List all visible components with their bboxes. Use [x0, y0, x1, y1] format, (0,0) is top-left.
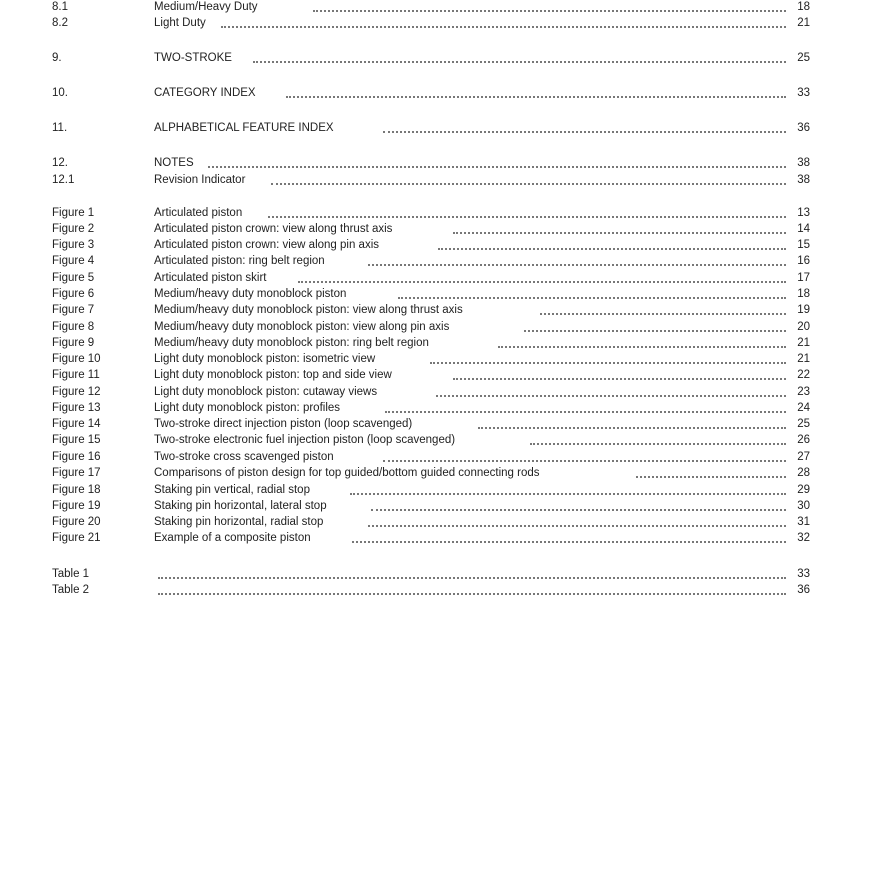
- toc-entry-page-number: 17: [797, 272, 810, 284]
- toc-entry-number: Figure 13: [52, 402, 101, 414]
- toc-entry-number: Figure 6: [52, 288, 95, 300]
- toc-entry-page-number: 20: [797, 321, 810, 333]
- toc-entry-page-number: 28: [797, 467, 810, 479]
- toc-entry-number: 8.1: [52, 1, 68, 13]
- toc-entry-page-number: 33: [797, 568, 810, 580]
- toc-entry-number: 12.1: [52, 174, 75, 186]
- dot-leader: [498, 346, 786, 348]
- toc-entry-page-number: 31: [797, 516, 810, 528]
- toc-entry-title: Light duty monoblock piston: cutaway views: [154, 386, 378, 398]
- toc-entry-page-number: 38: [797, 157, 810, 169]
- toc-entry-page-number: 23: [797, 386, 810, 398]
- toc-entry-number: Figure 4: [52, 255, 95, 267]
- toc-entry[interactable]: [52, 16, 810, 30]
- toc-entry-number: Figure 1: [52, 207, 95, 219]
- toc-entry[interactable]: [52, 515, 810, 529]
- dot-leader: [436, 395, 786, 397]
- toc-entry-title: ALPHABETICAL FEATURE INDEX: [154, 122, 334, 134]
- toc-entry-title: Revision Indicator: [154, 174, 246, 186]
- toc-entry[interactable]: [52, 222, 810, 236]
- toc-entry-page-number: 21: [797, 337, 810, 349]
- toc-entry-page-number: 19: [797, 304, 810, 316]
- dot-leader: [286, 96, 786, 98]
- toc-entry[interactable]: [52, 271, 810, 285]
- toc-entry-title: Two-stroke electronic fuel injection piston (loop scavenged): [154, 434, 456, 446]
- dot-leader: [253, 61, 786, 63]
- toc-entry-page-number: 32: [797, 532, 810, 544]
- dot-leader: [430, 362, 786, 364]
- dot-leader: [478, 427, 786, 429]
- toc-entry-number: 12.: [52, 157, 68, 169]
- toc-entry[interactable]: [52, 303, 810, 317]
- toc-entry[interactable]: [52, 583, 810, 597]
- toc-entry[interactable]: [52, 466, 810, 480]
- toc-entry-page-number: 36: [797, 584, 810, 596]
- toc-entry-number: Figure 16: [52, 451, 101, 463]
- toc-entry-page-number: 25: [797, 418, 810, 430]
- toc-entry-number: Figure 5: [52, 272, 95, 284]
- dot-leader: [350, 493, 786, 495]
- toc-entry-title: Articulated piston crown: view along pin axis: [154, 239, 380, 251]
- toc-entry-title: Articulated piston skirt: [154, 272, 267, 284]
- toc-entry-title: Staking pin vertical, radial stop: [154, 484, 310, 496]
- toc-entry-title: Two-stroke direct injection piston (loop scavenged): [154, 418, 413, 430]
- toc-entry-number: Figure 17: [52, 467, 101, 479]
- toc-entry-title: Comparisons of piston design for top guided/bottom guided connecting rods: [154, 467, 540, 479]
- toc-entry-number: Figure 10: [52, 353, 101, 365]
- dot-leader: [636, 476, 786, 478]
- toc-entry-page-number: 38: [797, 174, 810, 186]
- toc-entry-page-number: 15: [797, 239, 810, 251]
- toc-entry-number: Figure 14: [52, 418, 101, 430]
- toc-entry[interactable]: [52, 238, 810, 252]
- toc-entry[interactable]: [52, 336, 810, 350]
- dot-leader: [398, 297, 786, 299]
- dot-leader: [453, 378, 786, 380]
- dot-leader: [158, 577, 786, 579]
- toc-entry-title: Example of a composite piston: [154, 532, 311, 544]
- toc-entry-number: Figure 21: [52, 532, 101, 544]
- toc-entry[interactable]: [52, 352, 810, 366]
- toc-entry-number: 9.: [52, 52, 62, 64]
- toc-entry-number: Figure 19: [52, 500, 101, 512]
- toc-entry-number: 11.: [52, 122, 68, 134]
- toc-entry-title: Articulated piston: ring belt region: [154, 255, 325, 267]
- toc-entry-page-number: 13: [797, 207, 810, 219]
- toc-entry-number: Table 1: [52, 568, 90, 580]
- toc-entry-number: Figure 9: [52, 337, 95, 349]
- toc-entry[interactable]: [52, 121, 810, 135]
- toc-entry-number: Table 2: [52, 584, 90, 596]
- toc-entry-page-number: 18: [797, 288, 810, 300]
- dot-leader: [221, 26, 786, 28]
- dot-leader: [524, 330, 786, 332]
- toc-entry-page-number: 26: [797, 434, 810, 446]
- toc-entry-number: Figure 20: [52, 516, 101, 528]
- toc-entry-page-number: 16: [797, 255, 810, 267]
- dot-leader: [352, 541, 786, 543]
- toc-entry[interactable]: [52, 86, 810, 100]
- toc-entry-title: Staking pin horizontal, radial stop: [154, 516, 324, 528]
- toc-entry[interactable]: [52, 417, 810, 431]
- toc-entry-number: Figure 2: [52, 223, 95, 235]
- toc-entry[interactable]: [52, 567, 810, 581]
- toc-entry[interactable]: [52, 483, 810, 497]
- toc-entry-number: Figure 11: [52, 369, 100, 381]
- dot-leader: [208, 166, 786, 168]
- toc-entry-title: Medium/heavy duty monoblock piston: ring belt region: [154, 337, 429, 349]
- toc-entry-page-number: 30: [797, 500, 810, 512]
- toc-entry-number: Figure 18: [52, 484, 101, 496]
- toc-entry[interactable]: [52, 156, 810, 170]
- dot-leader: [271, 183, 786, 185]
- dot-leader: [298, 281, 786, 283]
- toc-entry-title: Light duty monoblock piston: top and side view: [154, 369, 392, 381]
- toc-entry-title: Articulated piston: [154, 207, 243, 219]
- dot-leader: [268, 216, 786, 218]
- toc-entry[interactable]: [52, 254, 810, 268]
- dot-leader: [383, 131, 786, 133]
- dot-leader: [158, 593, 786, 595]
- toc-entry-number: 8.2: [52, 17, 68, 29]
- toc-entry[interactable]: [52, 450, 810, 464]
- toc-entry[interactable]: [52, 499, 810, 513]
- toc-entry-title: Light duty monoblock piston: profiles: [154, 402, 341, 414]
- toc-entry[interactable]: [52, 385, 810, 399]
- toc-entry-title: NOTES: [154, 157, 194, 169]
- toc-entry-title: CATEGORY INDEX: [154, 87, 256, 99]
- toc-entry[interactable]: [52, 173, 810, 187]
- toc-entry-number: Figure 7: [52, 304, 95, 316]
- toc-entry-page-number: 29: [797, 484, 810, 496]
- dot-leader: [453, 232, 786, 234]
- toc-entry-page-number: 36: [797, 122, 810, 134]
- dot-leader: [383, 460, 786, 462]
- toc-entry[interactable]: [52, 0, 810, 14]
- toc-entry-title: Medium/heavy duty monoblock piston: view along thrust axis: [154, 304, 463, 316]
- toc-entry-number: 10.: [52, 87, 68, 99]
- toc-entry-page-number: 14: [797, 223, 810, 235]
- toc-entry-page-number: 25: [797, 52, 810, 64]
- toc-entry-title: Articulated piston crown: view along thrust axis: [154, 223, 393, 235]
- toc-entry-title: Light duty monoblock piston: isometric view: [154, 353, 376, 365]
- toc-entry-title: Light Duty: [154, 17, 206, 29]
- toc-entry[interactable]: [52, 51, 810, 65]
- toc-entry[interactable]: [52, 206, 810, 220]
- toc-entry-page-number: 27: [797, 451, 810, 463]
- toc-entry-page-number: 21: [797, 353, 810, 365]
- toc-entry-title: Two-stroke cross scavenged piston: [154, 451, 334, 463]
- dot-leader: [530, 443, 786, 445]
- toc-entry-title: Medium/Heavy Duty: [154, 1, 258, 13]
- dot-leader: [371, 509, 786, 511]
- dot-leader: [368, 525, 786, 527]
- toc-entry[interactable]: [52, 287, 810, 301]
- toc-entry-page-number: 21: [797, 17, 810, 29]
- toc-entry[interactable]: [52, 401, 810, 415]
- toc-entry-number: Figure 3: [52, 239, 95, 251]
- toc-entry-page-number: 24: [797, 402, 810, 414]
- dot-leader: [438, 248, 786, 250]
- dot-leader: [313, 10, 786, 12]
- toc-entry-number: Figure 8: [52, 321, 95, 333]
- toc-entry[interactable]: [52, 531, 810, 545]
- toc-entry[interactable]: [52, 368, 810, 382]
- toc-entry-page-number: 33: [797, 87, 810, 99]
- toc-entry-number: Figure 12: [52, 386, 101, 398]
- toc-entry-title: TWO-STROKE: [154, 52, 232, 64]
- dot-leader: [385, 411, 786, 413]
- toc-entry-page-number: 22: [797, 369, 810, 381]
- dot-leader: [540, 313, 786, 315]
- toc-entry-number: Figure 15: [52, 434, 101, 446]
- toc-entry-title: Medium/heavy duty monoblock piston: view along pin axis: [154, 321, 450, 333]
- toc-entry[interactable]: [52, 433, 810, 447]
- dot-leader: [368, 264, 786, 266]
- toc-entry-page-number: 18: [797, 1, 810, 13]
- toc-entry[interactable]: [52, 320, 810, 334]
- toc-entry-title: Medium/heavy duty monoblock piston: [154, 288, 347, 300]
- toc-entry-title: Staking pin horizontal, lateral stop: [154, 500, 327, 512]
